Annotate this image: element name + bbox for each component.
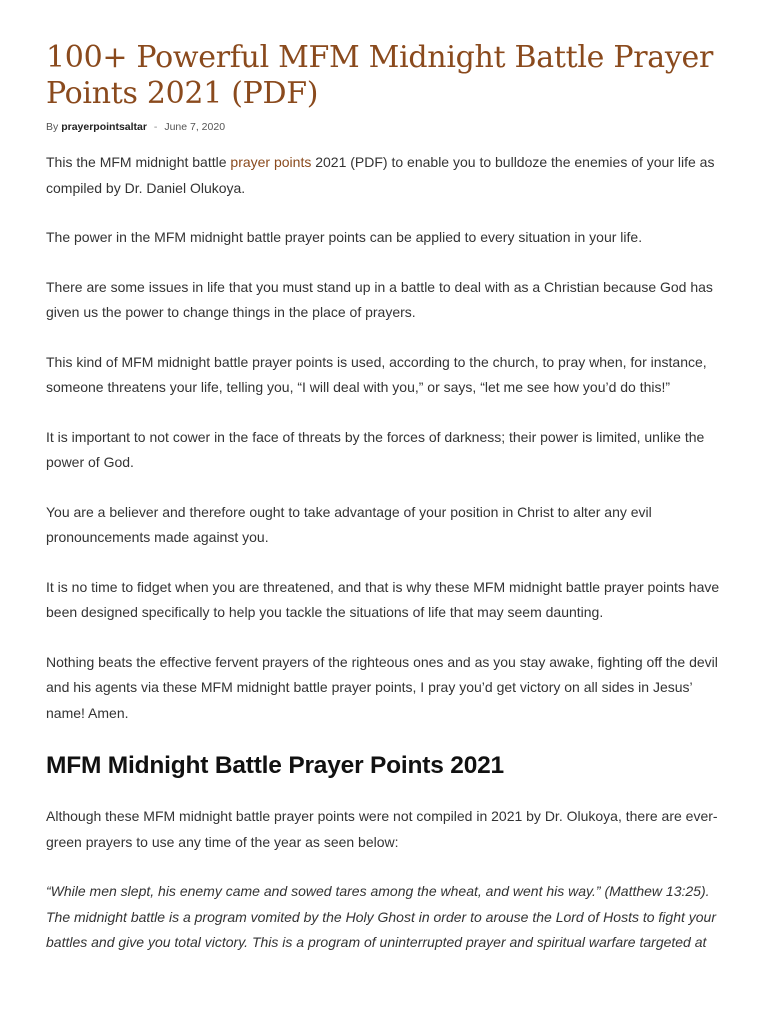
paragraph-3: There are some issues in life that you must stand up in a battle to deal with as a Christian because God has given us the power to change things in the place of prayers. [46, 278, 713, 320]
author-link[interactable]: prayerpointsaltar [61, 121, 147, 133]
paragraph-7: It is no time to fidget when you are threatened, and that is why these MFM midnight battle prayer points have been designed specifically to help you tackle the situations of life that may seem daunting. [46, 578, 720, 620]
section-heading: MFM Midnight Battle Prayer Points 2021 [46, 752, 504, 779]
publish-date: June 7, 2020 [164, 121, 226, 133]
paragraph-4: This kind of MFM midnight battle prayer points is used, according to the church, to pray when, for instance, someone threatens your life, telling you, “I will deal with you,” or says, “let me see how you’d do this!” [46, 353, 707, 395]
article-title: 100+ Powerful MFM Midnight Battle Prayer Points 2021 (PDF) [46, 40, 714, 111]
section-intro: Although these MFM midnight battle prayer points were not compiled in 2021 by Dr. Olukoya, there are ever-green prayers to use any time of the year as seen below: [46, 808, 718, 850]
paragraph-1-text-end: 2021 (PDF) to enable you to bulldoze the enemies of your life as compiled by Dr. Daniel Olukoya. [46, 154, 715, 196]
scripture-quote: “While men slept, his enemy came and sowed tares among the wheat, and went his way.” (Matthew 13:25). The midnight battle is a program vomited by the Holy Ghost in order to arouse the Lord of Hosts to fight your battles and give you total victory. This is a program of uninterrupted prayer and spiritual warfare targeted at [46, 883, 717, 950]
paragraph-8: Nothing beats the effective fervent prayers of the righteous ones and as you stay awake, fighting off the devil and his agents via these MFM midnight battle prayer points, I pray you’d get victory on all sides in Jesus’ name! Amen. [46, 653, 718, 721]
prayer-points-link[interactable]: prayer points [230, 154, 312, 170]
by-label: By [46, 121, 59, 133]
paragraph-1 [46, 150, 724, 201]
article-content [46, 150, 724, 956]
paragraph-2: The power in the MFM midnight battle prayer points can be applied to every situation in your life. [46, 229, 643, 245]
paragraph-1-text-start: This the MFM midnight battle [46, 154, 231, 170]
meta-separator: - [153, 121, 158, 133]
paragraph-5: It is important to not cower in the face of threats by the forces of darkness; their power is limited, unlike the power of God. [46, 428, 705, 470]
article-meta [46, 120, 724, 134]
paragraph-6: You are a believer and therefore ought to take advantage of your position in Christ to alter any evil pronouncements made against you. [46, 503, 652, 545]
